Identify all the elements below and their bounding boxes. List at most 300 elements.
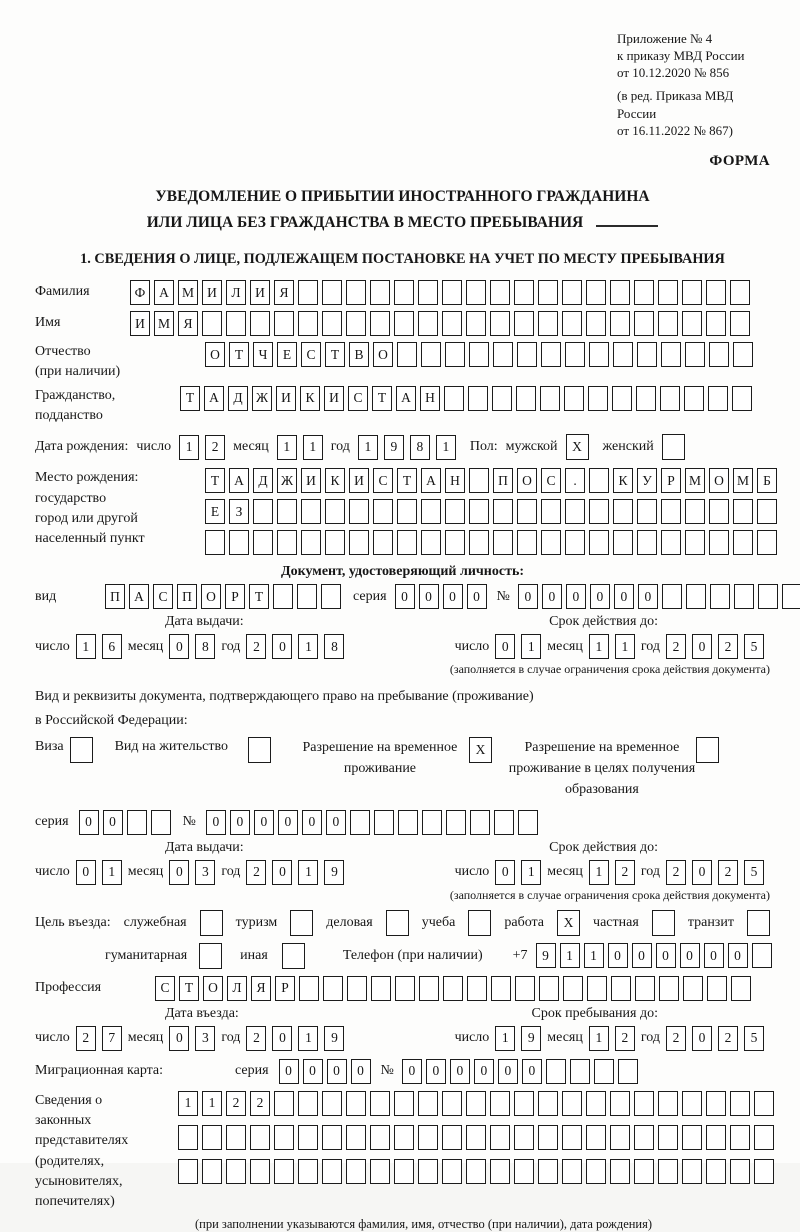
grid-cell[interactable]: М	[154, 311, 174, 336]
grid-cell[interactable]	[202, 311, 222, 336]
grid-cell[interactable]	[347, 976, 367, 1001]
grid-cell[interactable]	[370, 311, 390, 336]
grid-cell[interactable]	[466, 1125, 486, 1150]
purpose-study-checkbox[interactable]	[468, 910, 491, 936]
staydoc-issue-month-grid[interactable]	[169, 860, 215, 885]
grid-cell[interactable]	[637, 530, 657, 555]
grid-cell[interactable]: И	[276, 386, 296, 411]
grid-cell[interactable]	[253, 530, 273, 555]
grid-cell[interactable]: Л	[226, 280, 246, 305]
grid-cell[interactable]: 1	[589, 634, 609, 659]
grid-cell[interactable]	[490, 1091, 510, 1116]
grid-cell[interactable]: Ч	[253, 342, 273, 367]
grid-cell[interactable]	[446, 810, 466, 835]
grid-cell[interactable]: 2	[250, 1091, 270, 1116]
doc-issue-day-grid[interactable]	[76, 634, 122, 659]
grid-cell[interactable]: 2	[615, 1026, 635, 1051]
grid-cell[interactable]	[466, 280, 486, 305]
grid-cell[interactable]: И	[130, 311, 150, 336]
doc-series-grid[interactable]	[395, 584, 487, 609]
grid-cell[interactable]	[370, 1091, 390, 1116]
purpose-work-checkbox[interactable]: X	[557, 910, 580, 936]
grid-cell[interactable]: И	[250, 280, 270, 305]
sex-female-checkbox[interactable]	[662, 434, 685, 460]
grid-cell[interactable]	[493, 499, 513, 524]
grid-cell[interactable]	[274, 1125, 294, 1150]
grid-cell[interactable]	[298, 1125, 318, 1150]
grid-cell[interactable]: 1	[584, 943, 604, 968]
grid-cell[interactable]: З	[229, 499, 249, 524]
birthdate-year-grid[interactable]	[358, 435, 456, 460]
grid-cell[interactable]: 0	[327, 1059, 347, 1084]
grid-cell[interactable]	[346, 280, 366, 305]
grid-cell[interactable]	[253, 499, 273, 524]
grid-cell[interactable]	[562, 280, 582, 305]
grid-cell[interactable]	[419, 976, 439, 1001]
grid-cell[interactable]	[394, 311, 414, 336]
grid-cell[interactable]	[444, 386, 464, 411]
grid-cell[interactable]	[757, 499, 777, 524]
grid-cell[interactable]	[634, 1091, 654, 1116]
doc-issue-year-grid[interactable]	[246, 634, 344, 659]
grid-cell[interactable]: 2	[718, 634, 738, 659]
grid-cell[interactable]: 0	[230, 810, 250, 835]
grid-cell[interactable]	[658, 1091, 678, 1116]
grid-cell[interactable]	[418, 1125, 438, 1150]
grid-cell[interactable]	[491, 976, 511, 1001]
grid-cell[interactable]: 1	[560, 943, 580, 968]
grid-cell[interactable]	[467, 976, 487, 1001]
grid-cell[interactable]	[297, 584, 317, 609]
grid-cell[interactable]	[658, 1125, 678, 1150]
grid-cell[interactable]	[682, 311, 702, 336]
grid-cell[interactable]: 2	[246, 860, 266, 885]
grid-cell[interactable]: 2	[246, 1026, 266, 1051]
grid-cell[interactable]	[684, 386, 704, 411]
entry-day-grid[interactable]	[76, 1026, 122, 1051]
grid-cell[interactable]	[321, 584, 341, 609]
grid-cell[interactable]: 9	[324, 860, 344, 885]
grid-cell[interactable]	[546, 1059, 566, 1084]
grid-cell[interactable]	[565, 499, 585, 524]
temp-residence-checkbox[interactable]: X	[469, 737, 492, 763]
grid-cell[interactable]: 9	[324, 1026, 344, 1051]
grid-cell[interactable]: 2	[666, 1026, 686, 1051]
grid-cell[interactable]	[706, 1091, 726, 1116]
grid-cell[interactable]	[442, 280, 462, 305]
grid-cell[interactable]	[346, 311, 366, 336]
grid-cell[interactable]	[493, 530, 513, 555]
grid-cell[interactable]: Р	[225, 584, 245, 609]
grid-cell[interactable]: 1	[589, 860, 609, 885]
grid-cell[interactable]: 0	[704, 943, 724, 968]
staydoc-series-grid[interactable]	[79, 810, 171, 835]
grid-cell[interactable]	[686, 584, 706, 609]
grid-cell[interactable]: Я	[274, 280, 294, 305]
grid-cell[interactable]	[610, 1125, 630, 1150]
grid-cell[interactable]: 0	[402, 1059, 422, 1084]
grid-cell[interactable]: 0	[518, 584, 538, 609]
grid-cell[interactable]	[610, 280, 630, 305]
grid-cell[interactable]	[490, 280, 510, 305]
grid-cell[interactable]: Д	[253, 468, 273, 493]
grid-cell[interactable]: 1	[615, 634, 635, 659]
grid-cell[interactable]: Р	[275, 976, 295, 1001]
purpose-official-checkbox[interactable]	[200, 910, 223, 936]
grid-cell[interactable]	[541, 499, 561, 524]
grid-cell[interactable]: 5	[744, 860, 764, 885]
grid-cell[interactable]: Ф	[130, 280, 150, 305]
grid-cell[interactable]	[514, 311, 534, 336]
grid-cell[interactable]: В	[349, 342, 369, 367]
grid-cell[interactable]	[466, 311, 486, 336]
grid-cell[interactable]	[538, 1125, 558, 1150]
grid-cell[interactable]	[514, 1125, 534, 1150]
grid-cell[interactable]	[229, 530, 249, 555]
grid-cell[interactable]	[540, 386, 560, 411]
grid-cell[interactable]: И	[349, 468, 369, 493]
grid-cell[interactable]	[732, 386, 752, 411]
grid-cell[interactable]	[538, 311, 558, 336]
grid-cell[interactable]	[322, 1125, 342, 1150]
grid-cell[interactable]: 2	[718, 1026, 738, 1051]
grid-cell[interactable]	[709, 342, 729, 367]
grid-cell[interactable]	[373, 499, 393, 524]
grid-cell[interactable]: 6	[102, 634, 122, 659]
grid-cell[interactable]	[637, 342, 657, 367]
grid-cell[interactable]: О	[373, 342, 393, 367]
grid-cell[interactable]: 0	[692, 860, 712, 885]
grid-cell[interactable]: 0	[680, 943, 700, 968]
grid-cell[interactable]: 2	[718, 860, 738, 885]
grid-cell[interactable]: 7	[102, 1026, 122, 1051]
sex-male-checkbox[interactable]: X	[566, 434, 589, 460]
grid-cell[interactable]	[445, 342, 465, 367]
grid-cell[interactable]	[421, 530, 441, 555]
grid-cell[interactable]	[394, 280, 414, 305]
grid-cell[interactable]	[710, 584, 730, 609]
grid-cell[interactable]	[517, 499, 537, 524]
grid-cell[interactable]	[658, 311, 678, 336]
staydoc-expiry-day-grid[interactable]	[495, 860, 541, 885]
grid-cell[interactable]: Д	[228, 386, 248, 411]
grid-cell[interactable]	[373, 530, 393, 555]
grid-cell[interactable]	[178, 1125, 198, 1150]
grid-cell[interactable]	[613, 530, 633, 555]
grid-cell[interactable]	[683, 976, 703, 1001]
profession-grid[interactable]	[155, 976, 751, 1001]
grid-cell[interactable]: С	[155, 976, 175, 1001]
grid-cell[interactable]: 1	[277, 435, 297, 460]
grid-cell[interactable]: 0	[206, 810, 226, 835]
grid-cell[interactable]	[682, 280, 702, 305]
grid-cell[interactable]	[518, 810, 538, 835]
grid-cell[interactable]	[323, 976, 343, 1001]
grid-cell[interactable]	[421, 342, 441, 367]
staydoc-expiry-month-grid[interactable]	[589, 860, 635, 885]
grid-cell[interactable]	[398, 810, 418, 835]
grid-cell[interactable]: А	[421, 468, 441, 493]
grid-cell[interactable]	[709, 499, 729, 524]
grid-cell[interactable]	[517, 342, 537, 367]
grid-cell[interactable]: 0	[614, 584, 634, 609]
grid-cell[interactable]	[325, 499, 345, 524]
grid-cell[interactable]: Л	[227, 976, 247, 1001]
grid-cell[interactable]	[586, 1125, 606, 1150]
grid-cell[interactable]	[611, 976, 631, 1001]
grid-cell[interactable]: Т	[179, 976, 199, 1001]
grid-cell[interactable]	[349, 530, 369, 555]
grid-cell[interactable]	[274, 1091, 294, 1116]
grid-cell[interactable]	[514, 280, 534, 305]
grid-cell[interactable]	[517, 530, 537, 555]
grid-cell[interactable]: Ж	[252, 386, 272, 411]
grid-cell[interactable]: 1	[521, 634, 541, 659]
entry-year-grid[interactable]	[246, 1026, 344, 1051]
grid-cell[interactable]	[443, 976, 463, 1001]
grid-cell[interactable]	[589, 530, 609, 555]
grid-cell[interactable]: 0	[254, 810, 274, 835]
grid-cell[interactable]: С	[373, 468, 393, 493]
grid-cell[interactable]: 0	[169, 860, 189, 885]
grid-cell[interactable]	[754, 1091, 774, 1116]
migcard-series-grid[interactable]	[279, 1059, 371, 1084]
doc-number-grid[interactable]	[518, 584, 800, 609]
stay-limit-year-grid[interactable]	[666, 1026, 764, 1051]
grid-cell[interactable]	[565, 530, 585, 555]
grid-cell[interactable]: 0	[495, 860, 515, 885]
grid-cell[interactable]	[226, 1125, 246, 1150]
grid-cell[interactable]: А	[204, 386, 224, 411]
grid-cell[interactable]	[730, 311, 750, 336]
grid-cell[interactable]	[733, 530, 753, 555]
grid-cell[interactable]	[346, 1091, 366, 1116]
grid-cell[interactable]: 0	[76, 860, 96, 885]
grid-cell[interactable]	[421, 499, 441, 524]
grid-cell[interactable]	[707, 976, 727, 1001]
grid-cell[interactable]	[350, 810, 370, 835]
grid-cell[interactable]: 0	[498, 1059, 518, 1084]
grid-cell[interactable]: А	[129, 584, 149, 609]
guardians-grid-row1[interactable]	[178, 1091, 774, 1116]
grid-cell[interactable]	[752, 943, 772, 968]
grid-cell[interactable]	[277, 530, 297, 555]
grid-cell[interactable]: Е	[277, 342, 297, 367]
grid-cell[interactable]: М	[733, 468, 753, 493]
grid-cell[interactable]: О	[205, 342, 225, 367]
grid-cell[interactable]	[418, 1091, 438, 1116]
surname-grid[interactable]	[130, 280, 750, 305]
grid-cell[interactable]: С	[301, 342, 321, 367]
grid-cell[interactable]	[682, 1091, 702, 1116]
grid-cell[interactable]	[538, 280, 558, 305]
grid-cell[interactable]	[273, 584, 293, 609]
grid-cell[interactable]: 1	[76, 634, 96, 659]
grid-cell[interactable]	[589, 468, 609, 493]
grid-cell[interactable]: 1	[495, 1026, 515, 1051]
grid-cell[interactable]	[346, 1125, 366, 1150]
grid-cell[interactable]: 0	[103, 810, 123, 835]
grid-cell[interactable]: 0	[656, 943, 676, 968]
grid-cell[interactable]	[205, 530, 225, 555]
grid-cell[interactable]: 2	[205, 435, 225, 460]
purpose-tourism-checkbox[interactable]	[290, 910, 313, 936]
grid-cell[interactable]: .	[565, 468, 585, 493]
grid-cell[interactable]: 0	[302, 810, 322, 835]
citizenship-grid[interactable]	[180, 386, 752, 411]
grid-cell[interactable]	[418, 311, 438, 336]
staydoc-issue-year-grid[interactable]	[246, 860, 344, 885]
grid-cell[interactable]: 0	[169, 634, 189, 659]
doc-expiry-day-grid[interactable]	[495, 634, 541, 659]
grid-cell[interactable]	[299, 976, 319, 1001]
grid-cell[interactable]: К	[325, 468, 345, 493]
grid-cell[interactable]	[636, 386, 656, 411]
grid-cell[interactable]: М	[685, 468, 705, 493]
residence-permit-checkbox[interactable]	[248, 737, 271, 763]
grid-cell[interactable]	[422, 810, 442, 835]
grid-cell[interactable]	[610, 311, 630, 336]
grid-cell[interactable]: П	[493, 468, 513, 493]
grid-cell[interactable]	[202, 1125, 222, 1150]
grid-cell[interactable]	[541, 342, 561, 367]
grid-cell[interactable]: 0	[426, 1059, 446, 1084]
grid-cell[interactable]	[515, 976, 535, 1001]
grid-cell[interactable]	[730, 1125, 750, 1150]
grid-cell[interactable]: 1	[303, 435, 323, 460]
grid-cell[interactable]: 0	[272, 634, 292, 659]
grid-cell[interactable]	[490, 1125, 510, 1150]
grid-cell[interactable]: 1	[521, 860, 541, 885]
grid-cell[interactable]	[612, 386, 632, 411]
firstname-grid[interactable]	[130, 311, 750, 336]
phone-grid[interactable]	[536, 943, 772, 968]
grid-cell[interactable]: 0	[474, 1059, 494, 1084]
grid-cell[interactable]: 1	[298, 860, 318, 885]
grid-cell[interactable]: 2	[226, 1091, 246, 1116]
purpose-humanitarian-checkbox[interactable]	[199, 943, 222, 969]
grid-cell[interactable]: 5	[744, 1026, 764, 1051]
grid-cell[interactable]: 0	[272, 860, 292, 885]
grid-cell[interactable]	[370, 280, 390, 305]
grid-cell[interactable]	[661, 342, 681, 367]
grid-cell[interactable]	[658, 280, 678, 305]
grid-cell[interactable]	[250, 311, 270, 336]
grid-cell[interactable]	[274, 311, 294, 336]
grid-cell[interactable]	[613, 499, 633, 524]
grid-cell[interactable]	[661, 530, 681, 555]
grid-cell[interactable]	[514, 1091, 534, 1116]
grid-cell[interactable]	[397, 342, 417, 367]
grid-cell[interactable]: 0	[278, 810, 298, 835]
grid-cell[interactable]	[539, 976, 559, 1001]
grid-cell[interactable]	[570, 1059, 590, 1084]
visa-checkbox[interactable]	[70, 737, 93, 763]
grid-cell[interactable]	[442, 311, 462, 336]
grid-cell[interactable]	[298, 1091, 318, 1116]
grid-cell[interactable]	[277, 499, 297, 524]
grid-cell[interactable]	[374, 810, 394, 835]
grid-cell[interactable]	[706, 1125, 726, 1150]
grid-cell[interactable]: О	[203, 976, 223, 1001]
grid-cell[interactable]: 0	[632, 943, 652, 968]
grid-cell[interactable]	[492, 386, 512, 411]
doc-kind-grid[interactable]	[105, 584, 341, 609]
grid-cell[interactable]	[733, 499, 753, 524]
grid-cell[interactable]: 0	[303, 1059, 323, 1084]
grid-cell[interactable]	[587, 976, 607, 1001]
temp-residence-education-checkbox[interactable]	[696, 737, 719, 763]
guardians-grid-row2[interactable]	[178, 1125, 774, 1150]
grid-cell[interactable]	[298, 311, 318, 336]
grid-cell[interactable]: С	[153, 584, 173, 609]
grid-cell[interactable]: А	[229, 468, 249, 493]
grid-cell[interactable]: 0	[728, 943, 748, 968]
grid-cell[interactable]: А	[396, 386, 416, 411]
grid-cell[interactable]	[445, 499, 465, 524]
grid-cell[interactable]: 1	[102, 860, 122, 885]
grid-cell[interactable]	[418, 280, 438, 305]
grid-cell[interactable]: 0	[351, 1059, 371, 1084]
grid-cell[interactable]: 2	[666, 860, 686, 885]
grid-cell[interactable]: Н	[420, 386, 440, 411]
grid-cell[interactable]	[661, 499, 681, 524]
birthplace-grid-row3[interactable]	[205, 530, 777, 555]
grid-cell[interactable]	[469, 530, 489, 555]
grid-cell[interactable]	[370, 1125, 390, 1150]
grid-cell[interactable]	[562, 1091, 582, 1116]
grid-cell[interactable]: Т	[249, 584, 269, 609]
grid-cell[interactable]: 0	[495, 634, 515, 659]
grid-cell[interactable]: 0	[566, 584, 586, 609]
migcard-number-grid[interactable]	[402, 1059, 638, 1084]
grid-cell[interactable]: 2	[615, 860, 635, 885]
birthdate-month-grid[interactable]	[277, 435, 323, 460]
grid-cell[interactable]: О	[517, 468, 537, 493]
grid-cell[interactable]	[371, 976, 391, 1001]
grid-cell[interactable]	[708, 386, 728, 411]
doc-expiry-year-grid[interactable]	[666, 634, 764, 659]
grid-cell[interactable]: П	[105, 584, 125, 609]
grid-cell[interactable]	[637, 499, 657, 524]
grid-cell[interactable]	[562, 311, 582, 336]
grid-cell[interactable]: 9	[384, 435, 404, 460]
grid-cell[interactable]	[662, 584, 682, 609]
grid-cell[interactable]: 0	[272, 1026, 292, 1051]
grid-cell[interactable]	[466, 1091, 486, 1116]
grid-cell[interactable]: Н	[445, 468, 465, 493]
grid-cell[interactable]: 1	[178, 1091, 198, 1116]
purpose-other-checkbox[interactable]	[282, 943, 305, 969]
grid-cell[interactable]: Т	[372, 386, 392, 411]
grid-cell[interactable]	[394, 1125, 414, 1150]
grid-cell[interactable]: Ж	[277, 468, 297, 493]
grid-cell[interactable]	[730, 1091, 750, 1116]
grid-cell[interactable]: П	[177, 584, 197, 609]
grid-cell[interactable]	[226, 311, 246, 336]
grid-cell[interactable]	[490, 311, 510, 336]
grid-cell[interactable]	[706, 280, 726, 305]
grid-cell[interactable]	[589, 342, 609, 367]
grid-cell[interactable]	[397, 499, 417, 524]
grid-cell[interactable]: 0	[419, 584, 439, 609]
staydoc-expiry-year-grid[interactable]	[666, 860, 764, 885]
grid-cell[interactable]: 1	[589, 1026, 609, 1051]
grid-cell[interactable]	[731, 976, 751, 1001]
grid-cell[interactable]	[659, 976, 679, 1001]
grid-cell[interactable]	[685, 499, 705, 524]
grid-cell[interactable]	[589, 499, 609, 524]
